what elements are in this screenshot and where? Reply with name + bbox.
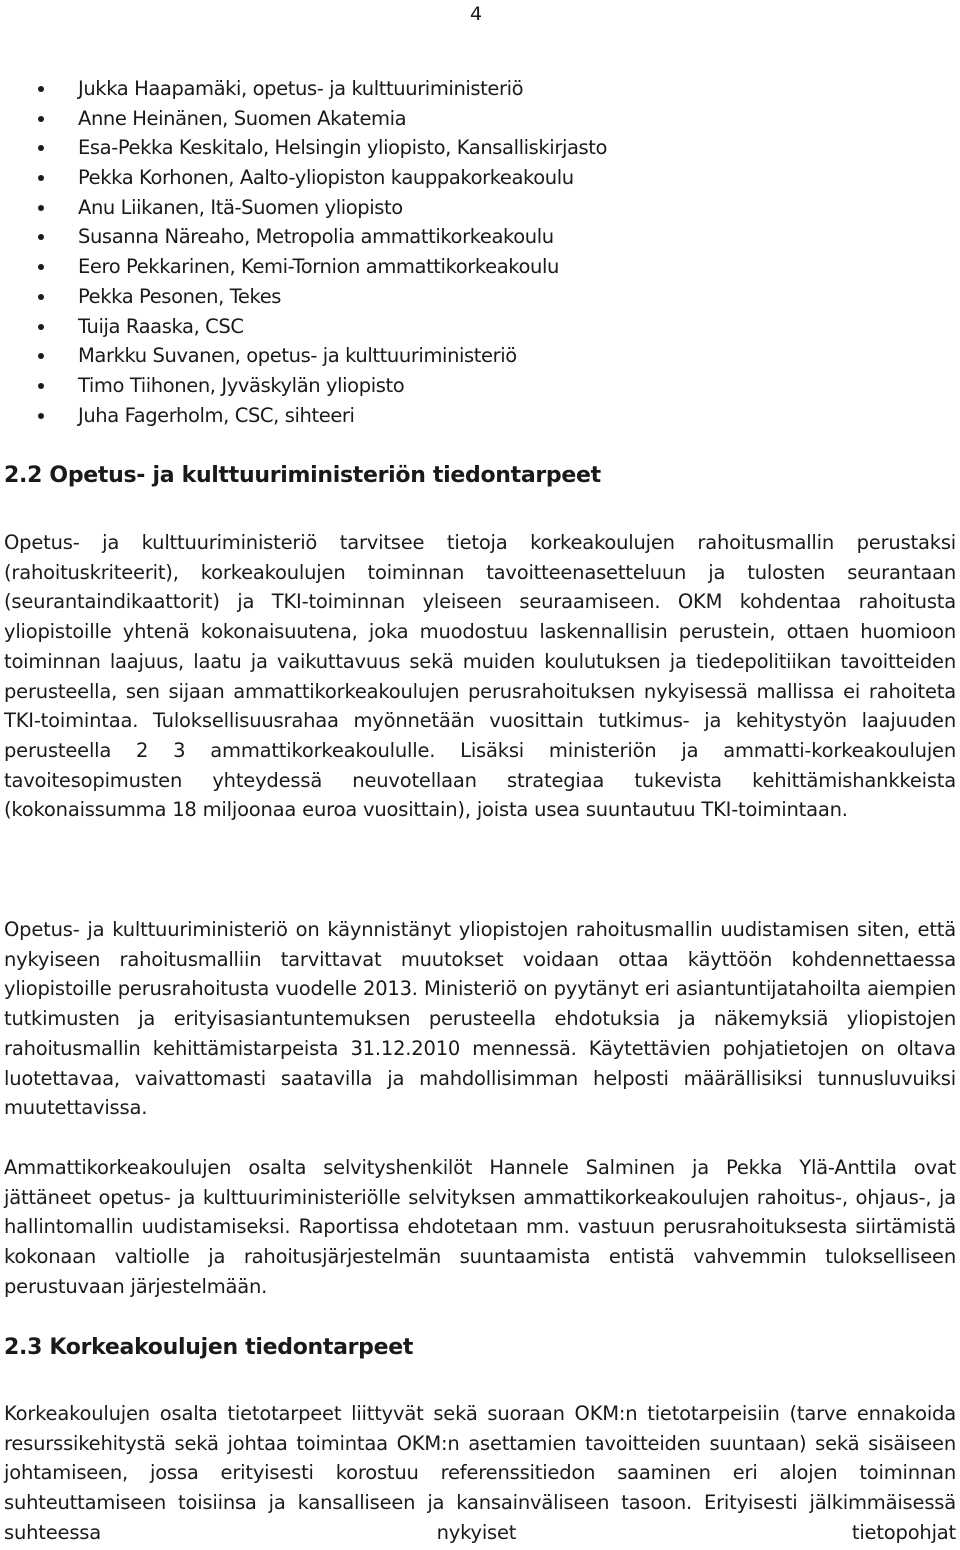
bullet-icon (38, 86, 44, 92)
member-name: Timo Tiihonen, Jyväskylän yliopisto (78, 373, 405, 397)
bullet-icon (38, 324, 44, 330)
list-item (0, 282, 607, 312)
list-item (0, 371, 607, 401)
bullet-icon (38, 383, 44, 389)
list-item (0, 163, 607, 193)
list-item (0, 252, 607, 282)
section-2-3-paragraph-1: Korkeakoulujen osalta tietotarpeet liittyvät sekä suoraan OKM:n tietotarpeisiin (tarve ennakoida resurssikehitystä sekä johtaa toimintaa OKM:n asettamien tavoitteiden suuntaan) sekä sisäiseen johtamiseen, jossa erityisesti korostuu referenssitiedon saaminen eri alojen toiminnan suhteuttamiseen toisiinsa ja kansalliseen ja kansainväliseen tasoon. Erityisesti jälkimmäisessä suhteessa nykyiset tietopohjat (4, 1402, 956, 1544)
bullet-icon (38, 145, 44, 151)
member-name: Pekka Korhonen, Aalto-yliopiston kauppakorkeakoulu (78, 166, 574, 190)
bullet-icon (38, 294, 44, 300)
section-heading-2-2: 2.2 Opetus- ja kulttuuriministeriön tiedontarpeet (4, 463, 601, 488)
section-heading-2-3: 2.3 Korkeakoulujen tiedontarpeet (4, 1335, 414, 1360)
page-number: 4 (470, 3, 483, 25)
member-name: Susanna Näreaho, Metropolia ammattikorkeakoulu (78, 225, 554, 249)
member-name: Markku Suvanen, opetus- ja kulttuuriministeriö (78, 344, 517, 368)
member-name: Esa-Pekka Keskitalo, Helsingin yliopisto, Kansalliskirjasto (78, 136, 608, 160)
member-name: Pekka Pesonen, Tekes (78, 284, 282, 308)
list-item (0, 104, 607, 134)
section-2-2-paragraph-2: Opetus- ja kulttuuriministeriö on käynnistänyt yliopistojen rahoitusmallin uudistamisen siten, että nykyiseen rahoitusmalliin tarvittavat muutokset voidaan ottaa käyttöön kohdennettaessa yliopistoille perusrahoitusta vuodelle 2013. Ministeriö on pyytänyt eri asiantuntijatahoilta aiempien tutkimusten ja erityisasiantuntemuksen perusteella ehdotuksia ja näkemyksiä yliopistojen rahoitusmallin kehittämistarpeista 31.12.2010 mennessä. Käytettävien pohjatietojen on oltava luotettavaa, vaivattomasti saatavilla ja mahdollisimman helposti määrällisiksi tunnusluvuiksi muutettavissa. (4, 918, 956, 1120)
member-name: Anu Liikanen, Itä-Suomen yliopisto (78, 195, 403, 219)
member-name: Jukka Haapamäki, opetus- ja kulttuuriministeriö (78, 77, 524, 100)
bullet-icon (38, 116, 44, 122)
section-2-2-paragraph-3: Ammattikorkeakoulujen osalta selvityshenkilöt Hannele Salminen ja Pekka Ylä-Anttila ovat jättäneet opetus- ja kulttuuriministeriölle selvityksen ammattikorkeakoulujen rahoitus-, ohjaus-, ja hallintomallin uudistamiseksi. Raportissa ehdotetaan mm. vastuun perusrahoituksesta siirtämistä kokonaan valtiolle ja rahoitusjärjestelmän suuntaamista entistä vahvemmin tulokselliseen perustuvaan järjestelmään. (4, 1156, 956, 1298)
bullet-icon (38, 175, 44, 181)
list-item (0, 74, 607, 104)
section-2-2-paragraph-1: Opetus- ja kulttuuriministeriö tarvitsee tietoja korkeakoulujen rahoitusmallin perustaksi (rahoituskriteerit), korkeakoulujen toiminnan tavoitteenasetteluun ja tulosten seurantaan (seurantaindikaattorit) ja TKI-toiminnan yleiseen seuraamiseen. OKM kohdentaa rahoitusta yliopistoille yhtenä kokonaisuutena, joka muodostuu laskennallisin perustein, ottaen huomioon toiminnan laajuus, laatu ja vaikuttavuus sekä muiden koulutuksen ja tiedepolitiikan tavoitteiden perusteella, sen sijaan ammattikorkeakoulujen perusrahoituksen nykyisessä mallissa ei rahoiteta TKI-toimintaa. Tuloksellisuusrahaa myönnetään vuosittain tutkimus- ja kehitystyön laajuuden perusteella 2 3 ammattikorkeakoululle. Lisäksi ministeriön ja ammatti-korkeakoulujen tavoitesopimusten yhteydessä neuvotellaan strategiaa tukevista kehittämishankkeista (kokonaissumma 18 miljoonaa euroa vuosittain), joista usea suuntautuu TKI-toimintaan. (4, 531, 956, 822)
bullet-icon (38, 413, 44, 419)
list-item (0, 222, 607, 252)
list-item (0, 312, 607, 342)
committee-member-list (0, 74, 607, 430)
member-name: Anne Heinänen, Suomen Akatemia (78, 106, 407, 130)
list-item (0, 341, 607, 371)
bullet-icon (38, 353, 44, 359)
bullet-icon (38, 234, 44, 240)
list-item (0, 401, 607, 431)
member-name: Tuija Raaska, CSC (78, 314, 244, 338)
member-name: Eero Pekkarinen, Kemi-Tornion ammattikorkeakoulu (78, 255, 559, 279)
list-item (0, 193, 607, 223)
bullet-icon (38, 205, 44, 211)
list-item (0, 133, 607, 163)
bullet-icon (38, 264, 44, 270)
member-name: Juha Fagerholm, CSC, sihteeri (78, 403, 355, 427)
